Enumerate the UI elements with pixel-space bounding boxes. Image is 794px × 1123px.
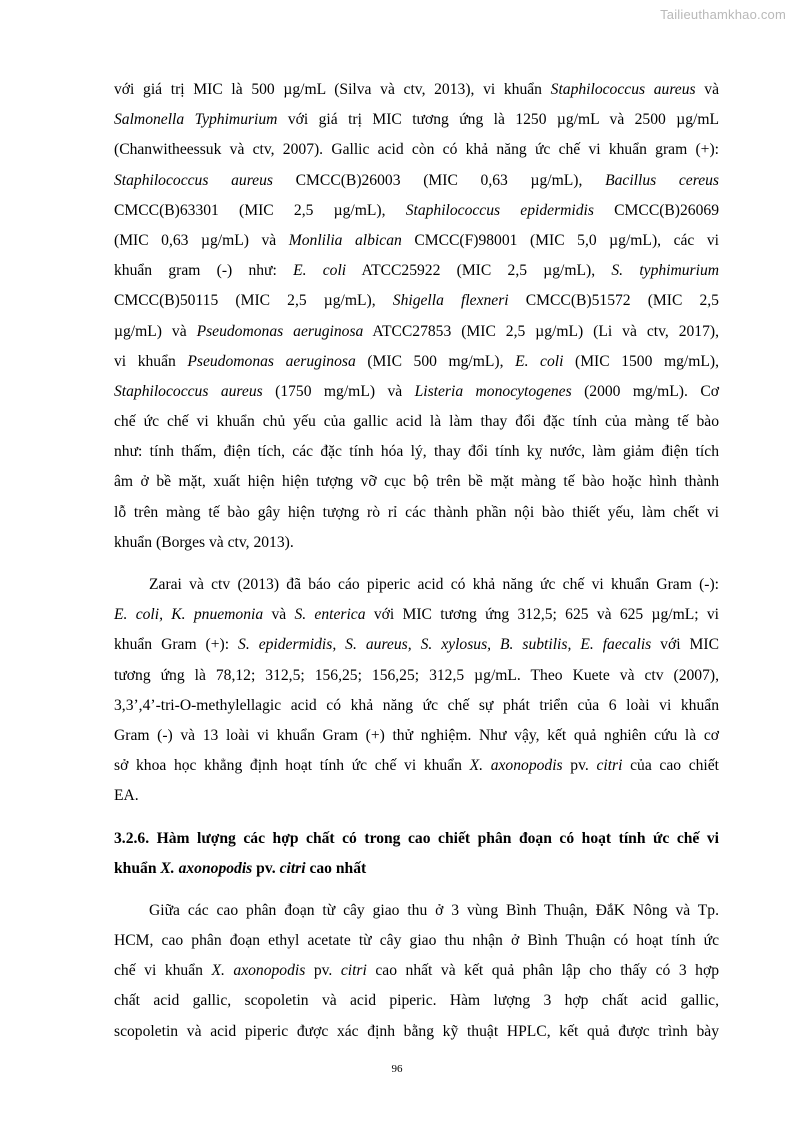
text-line: CMCC(B)63301 (MIC 2,5 µg/mL), Staphilococcus epidermidis CMCC(B)26069 [114,201,719,219]
text-line: scopoletin và acid piperic được xác định bằng kỹ thuật HPLC, kết quả được trình bày [114,1022,719,1040]
text-line: (Chanwitheessuk và ctv, 2007). Gallic acid còn có khả năng ức chế vi khuẩn gram (+): [114,141,719,159]
text-line: Salmonella Typhimurium với giá trị MIC tương ứng là 1250 µg/mL và 2500 µg/mL [114,111,719,129]
text-line: Staphilococcus aureus (1750 mg/mL) và Listeria monocytogenes (2000 mg/mL). Cơ [114,382,719,400]
page-number: 96 [391,1063,403,1075]
section-heading [114,824,719,884]
text-line: khuẩn (Borges và ctv, 2013). [114,533,294,551]
text-line: tương ứng là 78,12; 312,5; 156,25; 156,25; 312,5 µg/mL. Theo Kuete và ctv (2007), [114,666,719,684]
text-line: HCM, cao phân đoạn ethyl acetate từ cây giao thu nhận ở Bình Thuận có hoạt tính ức [114,932,719,950]
text-line: khuẩn Gram (+): S. epidermidis, S. aureus, S. xylosus, B. subtilis, E. faecalis với MIC [114,636,719,654]
document-page [114,75,719,1047]
paragraph-hplc [114,896,719,1047]
paragraph-piperic-acid [114,570,719,812]
text-line: chế ức chế vi khuẩn chủ yếu của gallic acid là làm thay đổi đặc tính của màng tế bào [114,413,719,431]
text-line: E. coli, K. pnuemonia và S. enterica với MIC tương ứng 312,5; 625 và 625 µg/mL; vi [114,606,720,624]
text-line: µg/mL) và Pseudomonas aeruginosa ATCC27853 (MIC 2,5 µg/mL) (Li và ctv, 2017), [114,322,719,340]
text-line: sở khoa học khẳng định hoạt tính ức chế vi khuẩn X. axonopodis pv. citri của cao chiết [114,757,720,775]
text-line: Gram (-) và 13 loài vi khuẩn Gram (+) thử nghiệm. Như vậy, kết quả nghiên cứu là cơ [114,726,719,744]
text-line: Staphilococcus aureus CMCC(B)26003 (MIC 0,63 µg/mL), Bacillus cereus [114,171,719,189]
text-line: khuẩn gram (-) như: E. coli ATCC25922 (MIC 2,5 µg/mL), S. typhimurium [114,262,720,280]
text-line: khuẩn X. axonopodis pv. citri cao nhất [114,859,367,877]
text-line: (MIC 0,63 µg/mL) và Monlilia albican CMCC(F)98001 (MIC 5,0 µg/mL), các vi [114,231,720,249]
text-line: chất acid gallic, scopoletin và acid piperic. Hàm lượng 3 hợp chất acid gallic, [114,992,719,1010]
paragraph-gallic-acid [114,75,719,558]
watermark-text: Tailieuthamkhao.com [660,7,786,22]
text-line: 3,3’,4’-tri-O-methylellagic acid có khả năng ức chế sự phát triển của 6 loài vi khuẩn [114,696,719,714]
text-line: chế vi khuẩn X. axonopodis pv. citri cao nhất và kết quả phân lập cho thấy có 3 hợp [114,962,719,980]
text-line: CMCC(B)50115 (MIC 2,5 µg/mL), Shigella flexneri CMCC(B)51572 (MIC 2,5 [114,292,719,310]
text-line: vi khuẩn Pseudomonas aeruginosa (MIC 500 mg/mL), E. coli (MIC 1500 mg/mL), [114,352,719,370]
text-line: EA. [114,787,139,805]
text-line: Zarai và ctv (2013) đã báo cáo piperic acid có khả năng ức chế vi khuẩn Gram (-): [149,576,719,593]
text-line: 3.2.6. Hàm lượng các hợp chất có trong cao chiết phân đoạn có hoạt tính ức chế vi [114,829,719,847]
text-line: âm ở bề mặt, xuất hiện hiện tượng vỡ cục bộ trên bề mặt màng tế bào hoặc hình thành [114,473,719,491]
text-line: Giữa các cao phân đoạn từ cây giao thu ở 3 vùng Bình Thuận, ĐắK Nông và Tp. [149,901,719,919]
text-line: như: tính thấm, điện tích, các đặc tính hóa lý, thay đổi tính kỵ nước, làm giảm điện tích [114,443,719,461]
text-line: với giá trị MIC là 500 µg/mL (Silva và ctv, 2013), vi khuẩn Staphilococcus aureus và [114,81,719,98]
text-line: lỗ trên màng tế bào gây hiện tượng rò rỉ các thành phần nội bào thiết yếu, làm chết vi [114,503,719,521]
